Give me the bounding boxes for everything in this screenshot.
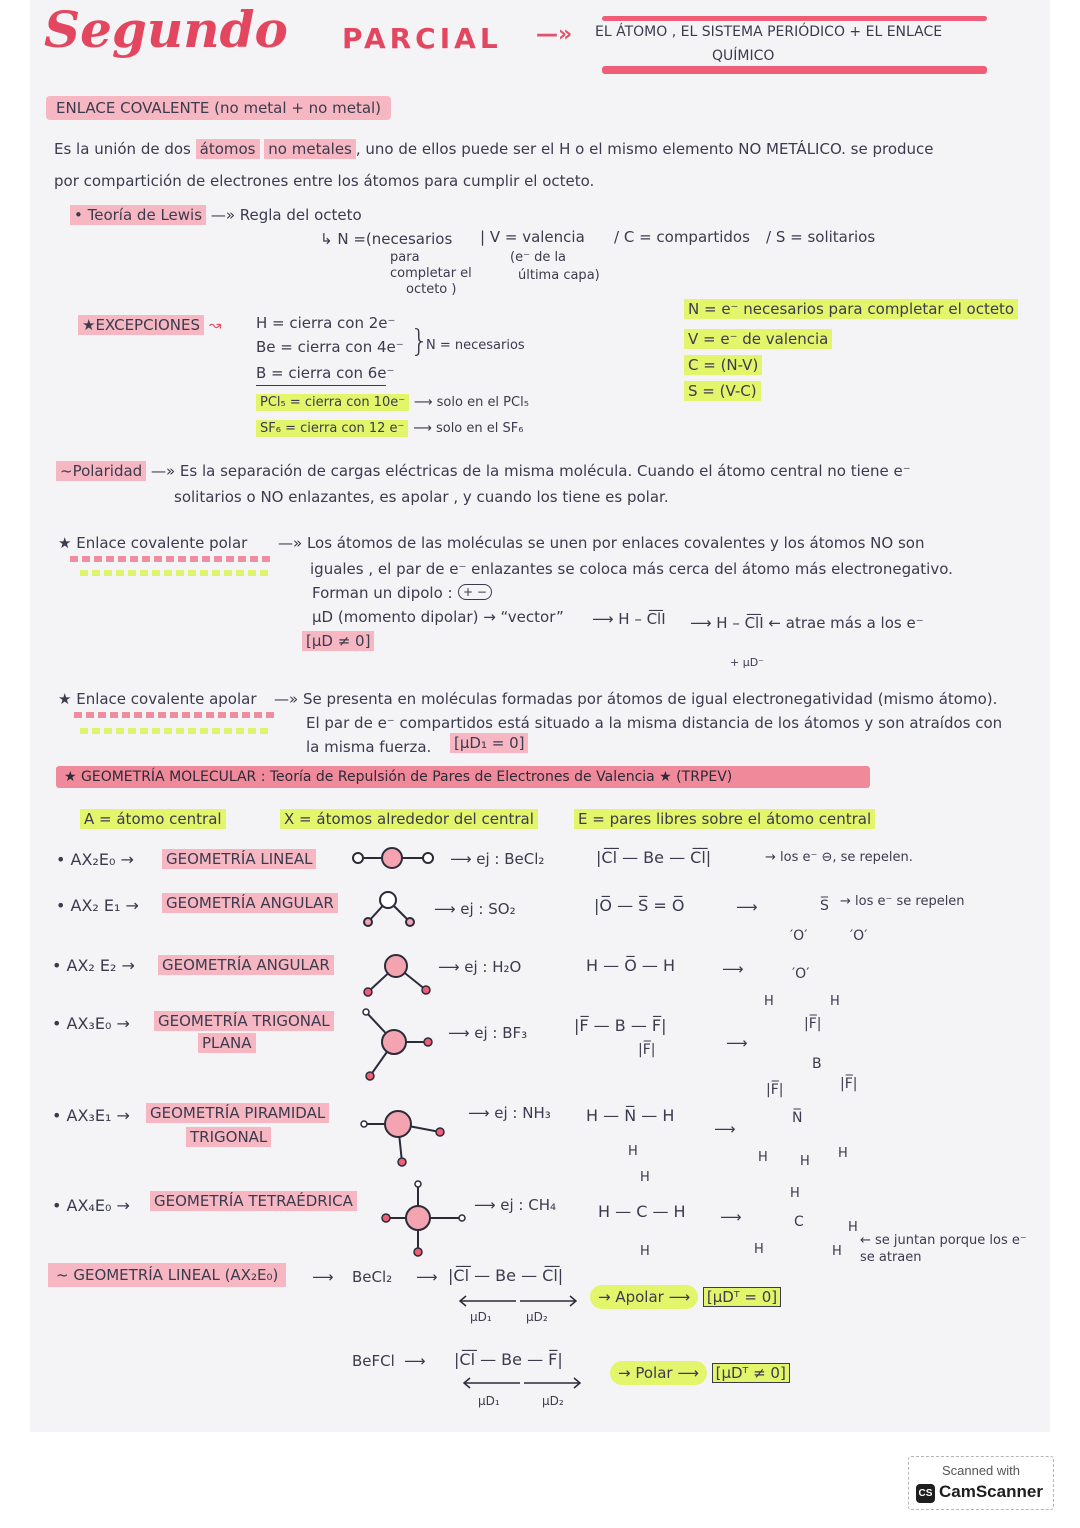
geo-row-1-name: GEOMETRÍA LINEAL <box>162 850 316 868</box>
geo-row-4-formula: • AX₃E₀ → <box>52 1014 130 1033</box>
geometry-heading: ★ GEOMETRÍA MOLECULAR : Teoría de Repulsión de Pares de Electrones de Valencia ★ (TRPEV) <box>56 766 870 788</box>
tetraedrica-molecule-icon <box>380 1180 470 1256</box>
n-definition-4: octeto ) <box>406 282 457 297</box>
covalent-heading: ENLACE COVALENTE (no metal + no metal) <box>46 96 391 120</box>
so2-s-label: S̅ <box>820 898 829 914</box>
geo-row-2-lewis: |O̅ — S̅ = O̅ <box>594 896 685 915</box>
linear-polar: → Polar ⟶ [μDᵀ ≠ 0] <box>610 1364 790 1382</box>
c-definition: / C = compartidos <box>614 228 750 246</box>
geometry-e-def: E = pares libres sobre el átomo central <box>574 810 875 828</box>
polarity-line2: solitarios o NO enlazantes, es apolar , y cuando los tiene es polar. <box>174 488 669 506</box>
apolar-bond-line2: El par de e⁻ compartidos está situado a la misma distancia de los átomos y son atraídos con <box>306 714 1003 732</box>
geo-row-1-note: → los e⁻ ⊖, se repelen. <box>765 850 913 865</box>
formula-s: S = (V-C) <box>684 382 761 400</box>
nh3-h-right-label: H <box>838 1146 848 1161</box>
ch4-3d-h-left-label: H <box>754 1242 764 1257</box>
camscanner-name: CamScanner <box>939 1482 1043 1501</box>
bf3-f-bottom-label: |F̅| <box>638 1042 656 1058</box>
apolar-underline-green <box>80 728 270 734</box>
geo-row-3-formula: • AX₂ E₂ → <box>52 956 135 975</box>
geo-row-6-example: ⟶ ej : CH₄ <box>474 1196 557 1214</box>
exception-h: H = cierra con 2e⁻ <box>256 314 396 332</box>
exception-brace: } <box>410 324 430 359</box>
bf3-f-right-label: |F̅| <box>840 1076 858 1092</box>
page-title: Segundo <box>44 0 288 59</box>
geo-row-6-name: GEOMETRÍA TETRAÉDRICA <box>150 1192 357 1210</box>
geo-row-5-name: GEOMETRÍA PIRAMIDAL <box>146 1104 329 1122</box>
polar-underline-pink <box>70 556 270 562</box>
ch4-h-bottom-label: H <box>640 1244 650 1259</box>
formula-v: V = e⁻ de valencia <box>684 330 832 348</box>
covalent-def-line1: Es la unión de dos átomos no metales , uno de ellos puede ser el H o el mismo elemento NO METÁLICO. se produce <box>54 140 934 158</box>
geometry-a-def: A = átomo central <box>80 810 226 828</box>
nh3-n-label: N̅ <box>792 1110 803 1126</box>
n-definition-2: para <box>390 250 420 265</box>
geo-row-5-formula: • AX₃E₁ → <box>52 1106 130 1125</box>
camscanner-badge <box>908 1456 1054 1510</box>
formula-c: C = (N-V) <box>684 356 762 374</box>
geo-row-6-lewis: H — C — H <box>598 1202 686 1221</box>
becl2-mu1: μD₁ <box>470 1310 492 1324</box>
geo-row-3-lewis: H — O̅ — H <box>586 956 675 975</box>
header-arrow: —» <box>536 22 573 47</box>
exception-pcl5: PCl₅ = cierra con 10e⁻ ⟶ solo en el PCl₅ <box>256 392 529 410</box>
header-underline-top <box>602 16 987 21</box>
header-underline-bottom <box>602 66 987 74</box>
trigonal-plana-molecule-icon <box>356 1008 436 1082</box>
angular-e2-molecule-icon <box>360 952 434 1000</box>
linear-arrow-2: ⟶ <box>416 1268 438 1286</box>
apolar-mu-box: [μD₁ = 0] <box>450 734 528 752</box>
geo-row-4-name: GEOMETRÍA TRIGONAL <box>154 1012 334 1030</box>
geometry-x-def: X = átomos alrededor del central <box>280 810 538 828</box>
header-topic-line2: QUÍMICO <box>712 48 775 64</box>
becl2-mu2: μD₂ <box>526 1310 548 1324</box>
polar-mu-box: [μD ≠ 0] <box>302 632 374 650</box>
v-definition-2: (e⁻ de la <box>510 250 567 265</box>
geo-row-4-arrow: ⟶ <box>726 1034 748 1052</box>
linear-apolar: → Apolar ⟶ [μDᵀ = 0] <box>590 1288 781 1306</box>
s-definition: / S = solitarios <box>766 228 876 246</box>
geo-row-3-arrow: ⟶ <box>722 960 744 978</box>
geo-row-4-name2: PLANA <box>198 1034 256 1052</box>
linear-arrow-3: ⟶ <box>404 1352 426 1370</box>
notes-sheet <box>30 0 1050 1432</box>
dipole-symbol: + − <box>458 584 492 600</box>
piramidal-molecule-icon <box>358 1100 448 1168</box>
ch4-3d-h-bottom-label: H <box>832 1244 842 1259</box>
geo-row-5-lewis: H — N̅ — H <box>586 1106 675 1125</box>
geo-row-2-formula: • AX₂ E₁ → <box>56 896 139 915</box>
bf3-f-left-label: |F̅| <box>766 1082 784 1098</box>
polar-bond-line2: iguales , el par de e⁻ enlazantes se coloca más cerca del átomo más electronegativo. <box>310 560 953 578</box>
geo-row-4-example: ⟶ ej : BF₃ <box>448 1024 528 1042</box>
bf3-b-label: B <box>812 1056 822 1072</box>
geo-row-5-example: ⟶ ej : NH₃ <box>468 1104 551 1122</box>
apolar-underline-pink <box>74 712 274 718</box>
geo-row-3-name: GEOMETRÍA ANGULAR <box>158 956 334 974</box>
h2o-o-label: ′O′ <box>792 966 810 982</box>
polar-bond-line4: μD (momento dipolar) → “vector” <box>312 608 564 626</box>
hcl-example-1: ⟶ H – C̅l̅I <box>592 610 666 628</box>
v-definition: | V = valencia <box>480 228 585 246</box>
polar-bond-label: ★ Enlace covalente polar <box>58 534 248 552</box>
exceptions-label: ★EXCEPCIONES ↝ <box>78 316 221 334</box>
ch4-3d-h-top-label: H <box>790 1186 800 1201</box>
formula-n: N = e⁻ necesarios para completar el octeto <box>684 300 1018 318</box>
geo-row-2-example: ⟶ ej : SO₂ <box>434 900 516 918</box>
geo-row-5-name2: TRIGONAL <box>186 1128 271 1146</box>
linear-befcl-label: BeFCl <box>352 1352 395 1370</box>
befcl-vectors-icon <box>462 1376 582 1390</box>
covalent-def-line2: por compartición de electrones entre los átomos para cumplir el octeto. <box>54 172 595 190</box>
apolar-bond-line3: la misma fuerza. <box>306 738 432 756</box>
page-subtitle: PARCIAL <box>342 22 502 55</box>
geo-row-2-note: → los e⁻ se repelen <box>840 894 965 909</box>
exception-divider <box>256 385 386 386</box>
geo-row-1-formula: • AX₂E₀ → <box>56 850 134 869</box>
linear-heading: ~ GEOMETRÍA LINEAL (AX₂E₀) <box>48 1266 286 1284</box>
geo-row-3-example: ⟶ ej : H₂O <box>438 958 522 976</box>
header-topic-line1: EL ÁTOMO , EL SISTEMA PERIÓDICO + EL ENLACE <box>595 24 943 40</box>
befcl-mu2: μD₂ <box>542 1394 564 1408</box>
linear-becl2-lewis: |C̅l̅ — Be — C̅l̅| <box>448 1266 564 1285</box>
hcl-example-2: ⟶ H – C̅l̅I ← atrae más a los e⁻ <box>690 614 924 632</box>
ch4-h-top-label: H <box>640 1170 650 1185</box>
geo-row-2-arrow: ⟶ <box>736 898 758 916</box>
polar-bond-line1: —» Los átomos de las moléculas se unen por enlaces covalentes y los átomos NO son <box>278 534 925 552</box>
geo-row-4-lewis: |F̅ — B — F̅| <box>574 1016 667 1035</box>
exception-sf6: SF₆ = cierra con 12 e⁻ ⟶ solo en el SF₆ <box>256 418 523 436</box>
geo-row-6-note: ← se juntan porque los e⁻ se atraen <box>860 1233 1027 1265</box>
nh3-h-bottom-label: H <box>628 1144 638 1159</box>
geo-row-1-lewis: |C̅l̅ — Be — C̅l̅| <box>596 848 712 867</box>
polar-bond-line3: Forman un dipolo : <box>312 584 453 602</box>
angular-e1-molecule-icon <box>360 890 420 930</box>
geo-row-1-example: ⟶ ej : BeCl₂ <box>450 850 545 868</box>
ch4-3d-h-right-label: H <box>848 1220 858 1235</box>
so2-o-left-label: ′O′ <box>790 928 808 944</box>
geo-row-5-arrow: ⟶ <box>714 1120 736 1138</box>
n-definition: ↳ N =(necesarios <box>320 230 453 248</box>
geo-row-6-arrow: ⟶ <box>720 1208 742 1226</box>
geo-row-2-name: GEOMETRÍA ANGULAR <box>162 894 338 912</box>
camscanner-caption: Scanned with <box>941 1463 1021 1478</box>
polarity-line1: ~Polaridad —» Es la separación de cargas eléctricas de la misma molécula. Cuando el átomo central no tiene e⁻ <box>56 462 911 480</box>
camscanner-logo-icon: CS <box>916 1484 935 1503</box>
geo-row-6-formula: • AX₄E₀ → <box>52 1196 130 1215</box>
n-definition-3: completar el <box>390 266 472 281</box>
h2o-h-right-label: H <box>830 994 840 1009</box>
hcl-mu-label: + μD⁻ <box>730 656 764 669</box>
bf3-f-top-label: |F̅| <box>804 1016 822 1032</box>
becl2-vectors-icon <box>458 1294 578 1308</box>
linear-molecule-icon <box>350 846 440 870</box>
exception-be: Be = cierra con 4e⁻ <box>256 338 404 356</box>
polar-underline-green <box>80 570 270 576</box>
apolar-bond-line1: —» Se presenta en moléculas formadas por átomos de igual electronegatividad (mismo átomo). <box>274 690 998 708</box>
exception-b: B = cierra con 6e⁻ <box>256 364 395 382</box>
nh3-h-left-label: H <box>758 1150 768 1165</box>
linear-becl2-label: BeCl₂ <box>352 1268 393 1286</box>
exception-necesarios: N = necesarios <box>426 338 525 353</box>
lewis-theory: • Teoría de Lewis —» Regla del octeto <box>70 206 362 224</box>
befcl-mu1: μD₁ <box>478 1394 500 1408</box>
ch4-3d-c-label: C <box>794 1214 804 1230</box>
apolar-bond-label: ★ Enlace covalente apolar <box>58 690 257 708</box>
linear-arrow-1: ⟶ <box>312 1268 334 1286</box>
nh3-h-mid-label: H <box>800 1154 810 1169</box>
linear-befcl-lewis: |C̅l̅ — Be — F̅| <box>454 1350 563 1369</box>
h2o-h-left-label: H <box>764 994 774 1009</box>
so2-o-right-label: ′O′ <box>850 928 868 944</box>
v-definition-3: última capa) <box>518 268 600 283</box>
